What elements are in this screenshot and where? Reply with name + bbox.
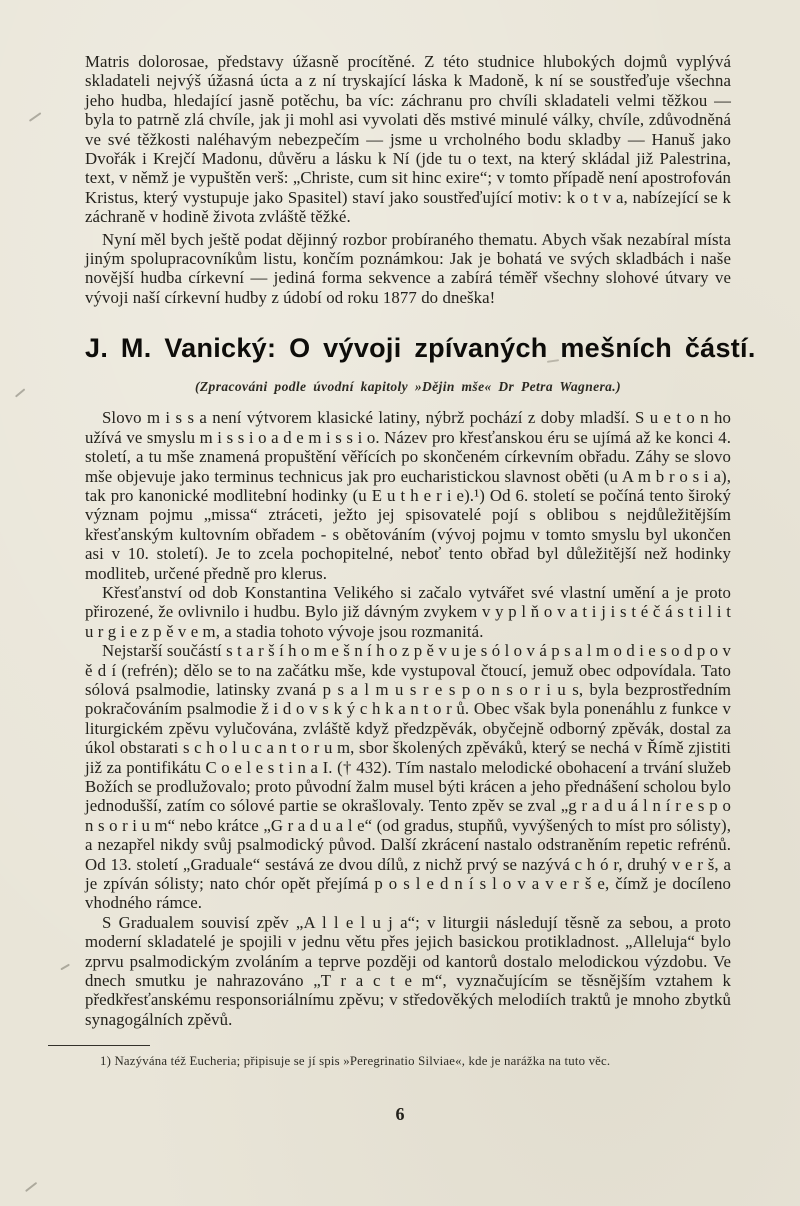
text-block [85, 52, 756, 1069]
intro-paragraph: Matris dolorosae, představy úžasně procítěné. Z této studnice hlubokých dojmů vyplývá skladateli nejvýš úžasná úcta a z ní tryskající láska k Madoně, k ní se soustřeďuje všechna jeho hudba, hledající jasně potěchu, ba víc: záchranu pro chvíli skladateli velmi těžkou — byla to patrně zlá chvíle, jak ji mohl asi vyvolati děs mstivé minulé války, chvíle, zdůvodněná ve své těžkosti naléhavým nebezpečím — jsme u vrcholného bodu skladby — Hanuš jako Dvořák i Krejčí Madonu, důvěru a lásku k Ní (jde tu o text, na který skládal již Palestrina, text, v němž je vypuštěn verš: „Christe, cum sit hinc exire“; v tomto případě není apostrofován Kristus, který vystupuje jako Spasitel) staví jako soustřeďující motiv: k o t v a, nabízející se k záchraně v hodině života zvláště těžké. [85, 52, 731, 227]
scan-artifact [60, 964, 69, 970]
intro-paragraph: Nyní měl bych ještě podat dějinný rozbor probíraného thematu. Abych však nezabíral místa jiným spolupracovníkům listu, končím poznámkou: Jak je bohatá ve svých skladbách i naše novější hudba církevní — jediná forma sekvence a zabírá téměř všechny slohové útvary ve vývoji naší církevní hudby z údobí od roku 1877 do dneška! [85, 229, 731, 307]
footnote-divider [48, 1045, 150, 1046]
page-number: 6 [395, 1104, 405, 1124]
body-paragraph: Nejstarší součástí s t a r š í h o m e š n í h o z p ě v u je s ó l o v á p s a l m o d i e s o d p o v ě d í (refrén); dělo se to na začátku mše, kde vystupoval čtoucí, jemuž obec odpovídala. Tato sólová psalmodie, latinsky zvaná p s a l m u s r e s p o n s o r i u s, byla bezprostředním pokračováním psalmodie ž i d o v s k ý c h k a n t o r ů. Obec však byla ponenáhlu z funkce v liturgickém zpěvu vylučována, zvláště když předzpěvák, obyčejně odborný zpěvák, dostal za úkol obstarati s c h o l u c a n t o r u m, sbor školených zpěváků, který se nechá v Římě zjistiti již za pontifikátu C o e l e s t i n a I. († 432). Tím nastalo melodické obohacení a trvání služeb Božích se prodlužovalo; proto původní žalm musel býti krácen a jeho přednášení scholou bylo jednodušší, zatím co sólové partie se okrašlovaly. Tento zpěv se zval „g r a d u á l n í r e s p o n s o r i u m“ nebo krátce „G r a d u a l e“ (od gradus, stupňů, vyvýšených to míst pro sólisty), a nezapřel nikdy svůj psalmodický původ. Další zkrácení nastalo odstraněním repetic refrénů. Od 13. století „Graduale“ sestává ze dvou dílů, z nichž prvý se nazývá c h ó r, druhý v e r š, a je zpíván sólisty; nato chór opět přejímá p o s l e d n í s l o v a v e r š e, čímž je docíleno vhodného rámce. [85, 641, 731, 913]
scan-artifact [29, 112, 41, 121]
body-paragraph: Slovo m i s s a není výtvorem klasické latiny, nýbrž pochází z doby mladší. S u e t o n ho užívá ve smyslu m i s s i o a d e m i s s i o. Název pro křesťanskou éru se ujímá až ke konci 4. století, a tu mše znamená propuštění věřících po skončeném církevním obřadu. Záhy se slovo mše objevuje jako terminus technicus jak pro eucharistickou slavnost oběti (u A m b r o s i a), tak pro kanonické modlitební hodinky (u E u t h e r i e).¹) Od 6. století se počíná tento široký význam pojmu „missa“ ztráceti, ježto jej spisovatelé pojí s oblibou s nejdůležitějším křesťanským kultovním obřadem - s obětováním (vývoj pojmu v tomto smyslu byl ukončen asi v 10. století). Je to zcela pochopitelné, neboť tento obřad byl důležitější než hodinky modliteb, určené předně pro klerus. [85, 408, 731, 583]
article-subtitle: (Zpracováni podle úvodní kapitoly »Dějin mše« Dr Petra Wagnera.) [195, 379, 621, 395]
footnote-text: 1) Nazývána též Eucheria; připisuje se jí spis »Peregrinatio Silviae«, kde je narážka na tuto věc. [100, 1054, 611, 1069]
scan-artifact [25, 1182, 37, 1192]
body-paragraph: S Gradualem souvisí zpěv „A l l e l u j a“; v liturgii následují těsně za sebou, a proto moderní skladatelé je spojili v jednu větu přes jejich basickou protikladnost. „Alleluja“ bylo zprvu psalmodickým zvoláním a teprve později od kantorů dostalo melodickou výzdobu. Ve dnech smutku je nahrazováno „T r a c t e m“, vyznačujícím se těsnějším vztahem k předkřesťanskému responsoriálnímu zpěvu; v středověkých melodiích traktů je mnoho zbytků synagogálních zpěvů. [85, 912, 731, 1029]
scan-artifact [15, 388, 25, 397]
body-paragraph: Křesťanství od dob Konstantina Velikého si začalo vytvářet své vlastní umění a je proto přirozené, že ovlivnilo i hudbu. Bylo již dávným zvykem v y p l ň o v a t i j i s t é č á s t i l i t u r g i e z p ě v e m, a stadia tohoto vývoje jsou rozmanitá. [85, 582, 731, 641]
article-body [85, 408, 731, 1029]
article-heading: J. M. Vanický: O vývoji zpívaných mešních částí. [85, 333, 756, 364]
